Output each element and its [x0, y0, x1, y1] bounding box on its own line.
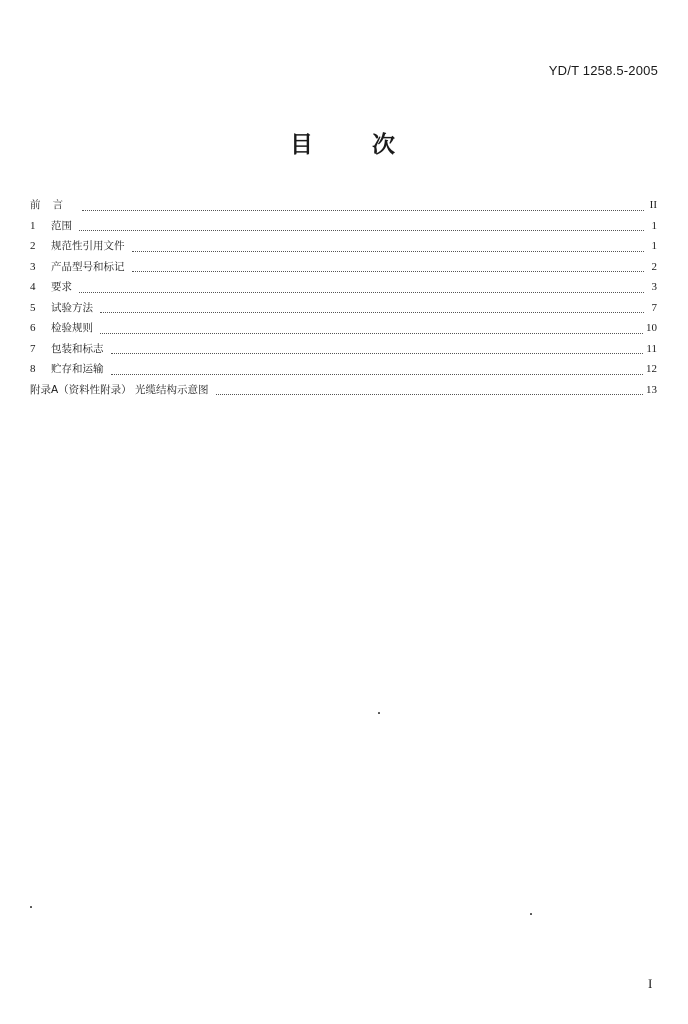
toc-entry-storage-transport[interactable] [30, 359, 657, 380]
toc-leader-dots [111, 366, 644, 375]
toc-entry-page: 2 [651, 260, 657, 273]
scan-speck [30, 906, 32, 908]
toc-entry-number: 2 [30, 240, 36, 252]
toc-leader-dots [79, 222, 644, 231]
toc-entry-foreword[interactable] [30, 195, 657, 216]
toc-entry-title: 要求 [51, 281, 72, 293]
toc-entry-requirements[interactable] [30, 277, 657, 298]
toc-heading [0, 128, 688, 162]
toc-entry-title: 附录A（资料性附录） 光缆结构示意图 [30, 383, 209, 396]
scan-speck [378, 712, 380, 714]
toc-entry-page: 7 [651, 301, 657, 314]
toc-entry-scope[interactable] [30, 216, 657, 237]
toc-entry-page: II [649, 199, 657, 211]
toc-entry-number: 1 [30, 219, 36, 232]
table-of-contents [30, 195, 657, 400]
toc-entry-page: 1 [651, 240, 657, 252]
toc-entry-number: 7 [30, 342, 36, 355]
toc-entry-appendix-a[interactable] [30, 380, 657, 401]
page-number: I [648, 976, 653, 991]
toc-entry-title: 规范性引用文件 [51, 240, 125, 252]
toc-entry-page: 12 [646, 363, 657, 375]
toc-entry-number: 6 [30, 322, 36, 334]
toc-entry-title: 前言 [30, 199, 75, 211]
toc-leader-dots [82, 202, 644, 211]
toc-entry-page: 11 [646, 342, 657, 355]
scan-speck [530, 913, 532, 915]
toc-leader-dots [111, 345, 644, 354]
toc-entry-title: 范围 [51, 219, 72, 232]
toc-entry-packaging-marking[interactable] [30, 339, 657, 360]
toc-entry-title: 检验规则 [51, 322, 93, 334]
toc-entry-page: 13 [646, 383, 657, 396]
toc-entry-page: 10 [646, 322, 657, 334]
toc-entry-number: 3 [30, 260, 36, 273]
toc-leader-dots [216, 386, 643, 395]
toc-entry-title: 贮存和运输 [51, 363, 104, 375]
toc-entry-number: 8 [30, 363, 36, 375]
toc-entry-normative-references[interactable] [30, 236, 657, 257]
toc-entry-page: 1 [651, 219, 657, 232]
toc-entry-title: 试验方法 [51, 301, 93, 314]
toc-leader-dots [100, 325, 643, 334]
toc-entry-test-methods[interactable] [30, 298, 657, 319]
toc-entry-number: 5 [30, 301, 36, 314]
toc-leader-dots [132, 243, 645, 252]
toc-entry-product-model[interactable] [30, 257, 657, 278]
toc-entry-title: 产品型号和标记 [51, 260, 125, 273]
toc-entry-title: 包装和标志 [51, 342, 104, 355]
document-code: YD/T 1258.5-2005 [548, 63, 658, 78]
toc-entry-inspection-rules[interactable] [30, 318, 657, 339]
toc-heading-char-2: 次 [372, 131, 395, 158]
toc-heading-char-1: 目 [290, 131, 313, 158]
toc-entry-page: 3 [651, 281, 657, 293]
toc-entry-number: 4 [30, 281, 36, 293]
toc-leader-dots [132, 263, 645, 272]
toc-leader-dots [100, 304, 644, 313]
toc-leader-dots [79, 284, 644, 293]
